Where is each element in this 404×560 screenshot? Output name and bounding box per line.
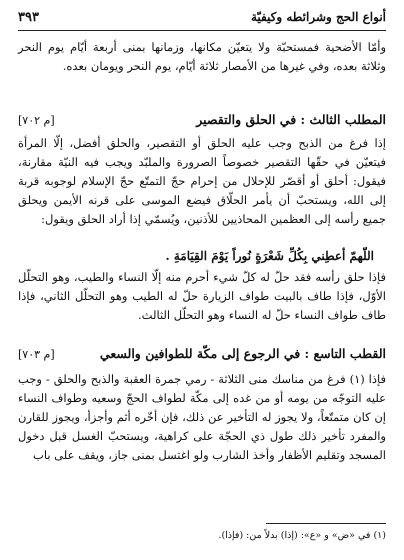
page-number: ٣٩٣ [18,10,39,25]
section-marker-2: [م ٧٠٣] [18,348,55,361]
intro-paragraph: وأمّا الأضحية فمستحبّة ولا يتعيّن مكانها، وزمانها بمنى أربعة أيّام يوم النحر وثلاثة بعده، وفي غيرها من الأمصار ثلاثة أيّام، يوم النحر ويومان بعده. [18,40,386,73]
section-paragraph-2: فإذا حلق رأسه فقد حلّ له كلّ شيء أحرم منه إلّا النساء والطيب، وهو التحلّل الأوّل، فإذا طاف بالبيت طواف الزيارة حلّ له الطيب وهو التحلّل الثاني، فإذا طاف طواف النساء حلّ له النساء وهو التحلّل الثالث. [18,270,386,322]
running-header [18,8,386,31]
footnote-divider [266,523,386,524]
running-title: أنواع الحج وشرائطه وكيفيّة [250,10,386,24]
prayer-line: اللّهمّ أعطِني بِكُلِّ شَعْرَةٍ نُوراً يَوْمَ القِيَامَةِ . [165,249,374,263]
prayer-text [60,246,374,266]
section-paragraph-3: فإذا (١) فرغ من مناسك منى الثلاثة - رمي جمرة العقبة والذبح والحلق - وجب عليه التوجّه من يومه أو من غده إلى مكّة لطواف الحجّ وسعيه وطواف النساء إن كان متمتّعاً، ولا يجوز له التأخير عن ذلك، فإن أخّره أثم وأجزأ، ويجوز للقارن والمفرد تأخير ذلك طول ذي الحجّة على كراهية، ويستحبّ الغسل قبل دخول المسجد وتقليم الأظفار وأخذ الشارب ولو اغتسل بمنى جاز، ويقف على باب [18,372,386,462]
section-heading-2: القطب التاسع : في الرجوع إلى مكّة للطوافين والسعي [99,346,386,361]
section-heading-row-2 [18,346,386,368]
section-heading: المطلب الثالث : في الحلق والتقصير [196,112,386,127]
footnote: (١) في «ض» و «ع»: (إذا) بدلاً من: (فإذا). [218,530,386,541]
section-heading-row [18,112,386,134]
section-marker: [م ٧٠٢] [18,114,55,127]
section-paragraph: إذا فرغ من الذبح وجب عليه الحلق أو التقصير، والحلق أفضل، إلّا المرأة فيتعيّن في حقّها التقصير خصوصاً الصرورة والملبّد ويجب فيه النيّة مقارنة، فيقول: أحلق أو أقصّر للإحلال من إحرام حجّ التمتّع حجّ الإسلام لوجوبه قربة إلى الله، ويستحبّ أن يأمر الحلّاق فيضع الموسى على قرنه الأيمن ويحلق جميع رأسه إلى العظمين المحاذيين للأذنين، ويُسمّي إذا أراد الحلق ويقول: [18,136,386,226]
